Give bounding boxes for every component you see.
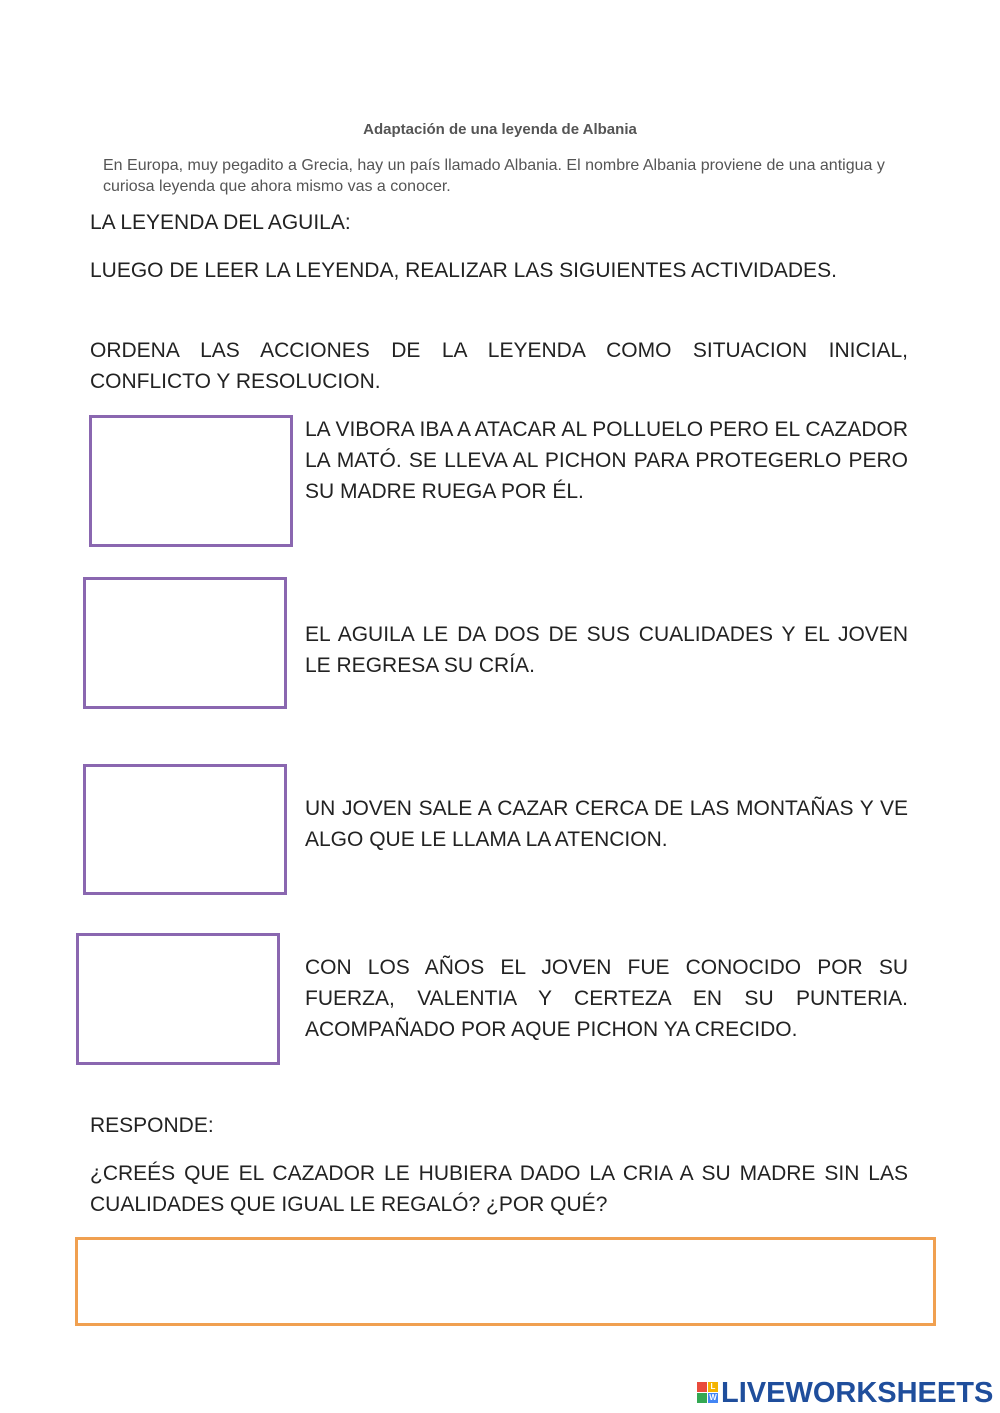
action-text: CON LOS AÑOS EL JOVEN FUE CONOCIDO POR SU FUERZA, VALENTIA Y CERTEZA EN SU PUNTERIA. ACOMPAÑADO POR AQUE PICHON YA CRECIDO.	[305, 956, 908, 1041]
order-answer-box[interactable]	[89, 415, 293, 547]
question-text: ¿CREÉS QUE EL CAZADOR LE HUBIERA DADO LA CRIA A SU MADRE SIN LAS CUALIDADES QUE IGUAL LE REGALÓ? ¿POR QUÉ?	[90, 1162, 908, 1216]
order-answer-box[interactable]	[76, 933, 280, 1065]
action-text: LA VIBORA IBA A ATACAR AL POLLUELO PERO EL CAZADOR LA MATÓ. SE LLEVA AL PICHON PARA PROTEGERLO PERO SU MADRE RUEGA POR ÉL.	[305, 418, 908, 503]
question-answer-box[interactable]	[75, 1237, 936, 1326]
order-answer-box[interactable]	[83, 764, 287, 895]
order-answer-box[interactable]	[83, 577, 287, 709]
instruction-read: LUEGO DE LEER LA LEYENDA, REALIZAR LAS SIGUIENTES ACTIVIDADES.	[90, 259, 837, 282]
page-title: Adaptación de una leyenda de Albania	[363, 121, 637, 138]
brand-name: LIVEWORKSHEETS	[721, 1376, 994, 1409]
responde-label: RESPONDE:	[90, 1114, 214, 1137]
action-text: EL AGUILA LE DA DOS DE SUS CUALIDADES Y EL JOVEN LE REGRESA SU CRÍA.	[305, 623, 908, 677]
action-text: UN JOVEN SALE A CAZAR CERCA DE LAS MONTAÑAS Y VE ALGO QUE LE LLAMA LA ATENCION.	[305, 797, 908, 851]
instruction-order: ORDENA LAS ACCIONES DE LA LEYENDA COMO SITUACION INICIAL, CONFLICTO Y RESOLUCION.	[90, 339, 908, 393]
section-title: LA LEYENDA DEL AGUILA:	[90, 211, 351, 234]
liveworksheets-logo	[697, 1376, 993, 1410]
liveworksheets-logo-icon: L W	[697, 1382, 719, 1404]
intro-paragraph: En Europa, muy pegadito a Grecia, hay un país llamado Albania. El nombre Albania proviene de una antigua y curiosa leyenda que ahora mismo vas a conocer.	[103, 157, 885, 195]
